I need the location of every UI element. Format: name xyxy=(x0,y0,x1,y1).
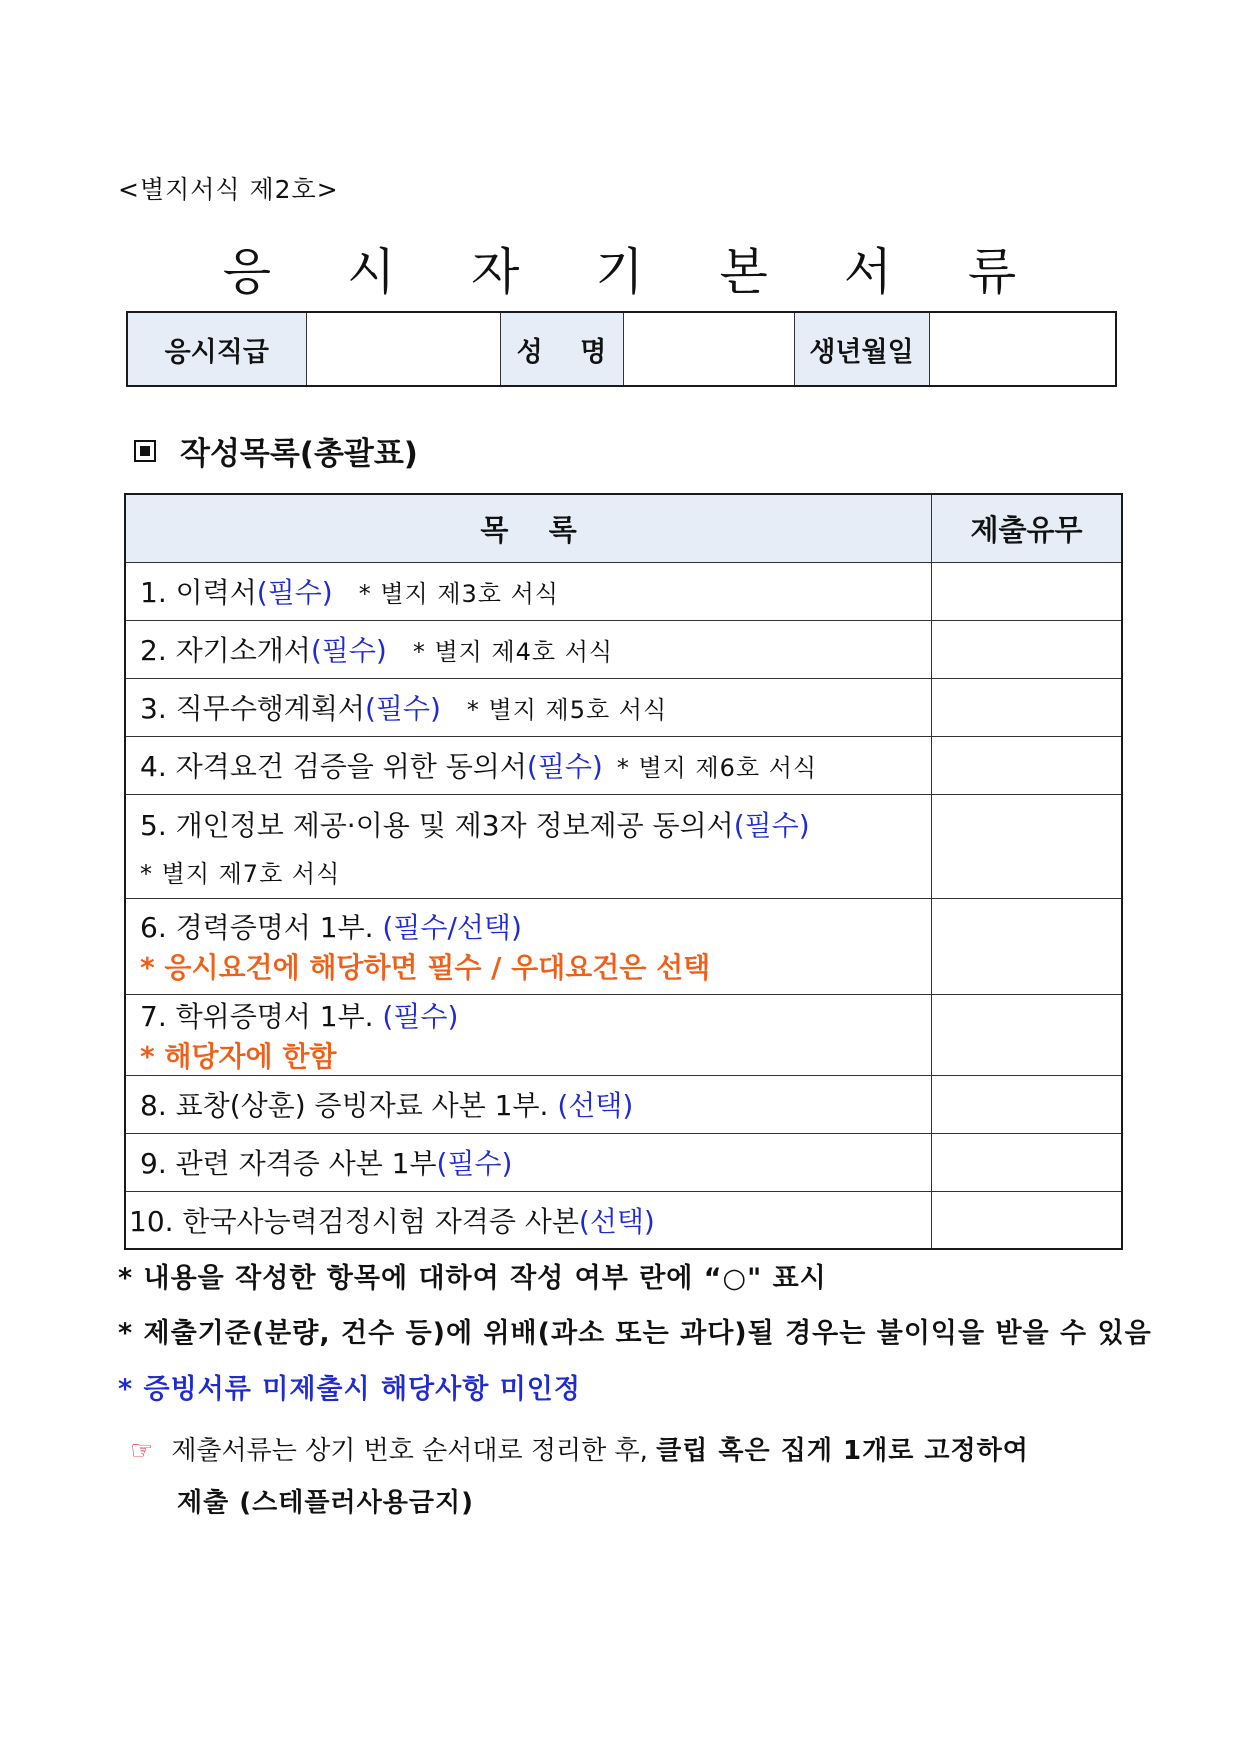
item-ref: * 별지 제3호 서식 xyxy=(358,580,559,608)
table-row xyxy=(125,1191,1122,1249)
checklist-header-submit: 제출유무 xyxy=(932,494,1122,562)
item-tag: (필수) xyxy=(382,999,459,1033)
item-text: 2. 자기소개서 xyxy=(140,634,311,667)
item-note: * 응시요건에 해당하면 필수 / 우대요건은 선택 xyxy=(140,951,711,984)
table-row xyxy=(125,620,1122,678)
item-note: * 해당자에 한함 xyxy=(140,1039,337,1073)
item-ref: * 별지 제6호 서식 xyxy=(616,754,818,782)
submit-cell[interactable] xyxy=(932,620,1122,678)
item-text: 3. 직무수행계획서 xyxy=(140,692,365,725)
item-text: 5. 개인정보 제공·이용 및 제3자 정보제공 동의서 xyxy=(140,808,734,842)
item-tag: (필수) xyxy=(733,808,810,842)
final-text: 제출서류는 상기 번호 순서대로 정리한 후, xyxy=(171,1436,648,1466)
table-row xyxy=(125,1075,1122,1133)
item-text: 6. 경력증명서 1부. xyxy=(140,911,383,944)
item-text: 9. 관련 자격증 사본 1부 xyxy=(140,1147,437,1180)
pointing-hand-icon: ☞ xyxy=(130,1436,154,1466)
birthdate-field[interactable] xyxy=(929,312,1116,386)
item-text: 8. 표창(상훈) 증빙자료 사본 1부. xyxy=(140,1089,558,1122)
item-tag: (필수) xyxy=(256,576,333,609)
submit-cell[interactable] xyxy=(932,678,1122,736)
item-ref: * 별지 제4호 서식 xyxy=(412,638,614,666)
submit-cell[interactable] xyxy=(932,736,1122,794)
birthdate-label: 생년월일 xyxy=(794,312,929,386)
document-title: 응 시 자 기 본 서 류 xyxy=(222,243,1047,301)
final-bold-text-2: 제출 (스테플러사용금지) xyxy=(177,1488,474,1518)
submit-cell[interactable] xyxy=(932,898,1122,994)
final-instruction xyxy=(130,1425,1029,1529)
table-row xyxy=(125,1133,1122,1191)
item-text: 1. 이력서 xyxy=(140,576,257,609)
name-field[interactable] xyxy=(623,312,794,386)
item-text: 4. 자격요건 검증을 위한 동의서 xyxy=(140,750,527,783)
item-tag: (필수) xyxy=(364,692,441,725)
item-tag: (선택) xyxy=(557,1089,634,1122)
item-text: 7. 학위증명서 1부. xyxy=(140,999,383,1033)
note-penalty: * 제출기준(분량, 건수 등)에 위배(과소 또는 과다)될 경우는 불이익을 받을 수 있음 xyxy=(118,1318,1152,1349)
checklist-header-item: 목 록 xyxy=(125,494,932,562)
section-title: 작성목록(총괄표) xyxy=(180,436,418,472)
table-row xyxy=(125,736,1122,794)
table-row xyxy=(125,562,1122,620)
submit-cell[interactable] xyxy=(932,1191,1122,1249)
checklist-table xyxy=(124,493,1123,1250)
item-ref: * 별지 제7호 서식 xyxy=(140,859,341,888)
item-ref: * 별지 제5호 서식 xyxy=(466,696,668,724)
table-row xyxy=(125,678,1122,736)
submit-cell[interactable] xyxy=(932,1075,1122,1133)
submit-cell[interactable] xyxy=(932,1133,1122,1191)
item-tag: (필수) xyxy=(526,750,603,783)
final-bold-text: 클립 혹은 집게 1개로 고정하여 xyxy=(656,1436,1029,1466)
note-evidence: * 증빙서류 미제출시 해당사항 미인정 xyxy=(118,1374,581,1405)
position-label: 응시직급 xyxy=(127,312,306,386)
item-text: 10. 한국사능력검정시험 자격증 사본 xyxy=(129,1204,579,1238)
table-row xyxy=(125,794,1122,898)
position-field[interactable] xyxy=(306,312,500,386)
note-marking: * 내용을 작성한 항목에 대하여 작성 여부 란에 “○" 표시 xyxy=(118,1263,827,1294)
item-tag: (필수) xyxy=(310,634,387,667)
submit-cell[interactable] xyxy=(932,994,1122,1075)
section-heading xyxy=(134,428,418,473)
applicant-info-table xyxy=(126,311,1117,387)
name-label: 성 명 xyxy=(500,312,623,386)
square-bullet-icon xyxy=(134,440,156,462)
item-tag: (필수) xyxy=(436,1147,513,1180)
form-label: <별지서식 제2호> xyxy=(118,175,339,204)
submit-cell[interactable] xyxy=(932,794,1122,898)
table-row xyxy=(125,994,1122,1075)
item-tag: (선택) xyxy=(578,1204,655,1238)
table-row xyxy=(125,898,1122,994)
item-tag: (필수/선택) xyxy=(382,911,522,944)
submit-cell[interactable] xyxy=(932,562,1122,620)
